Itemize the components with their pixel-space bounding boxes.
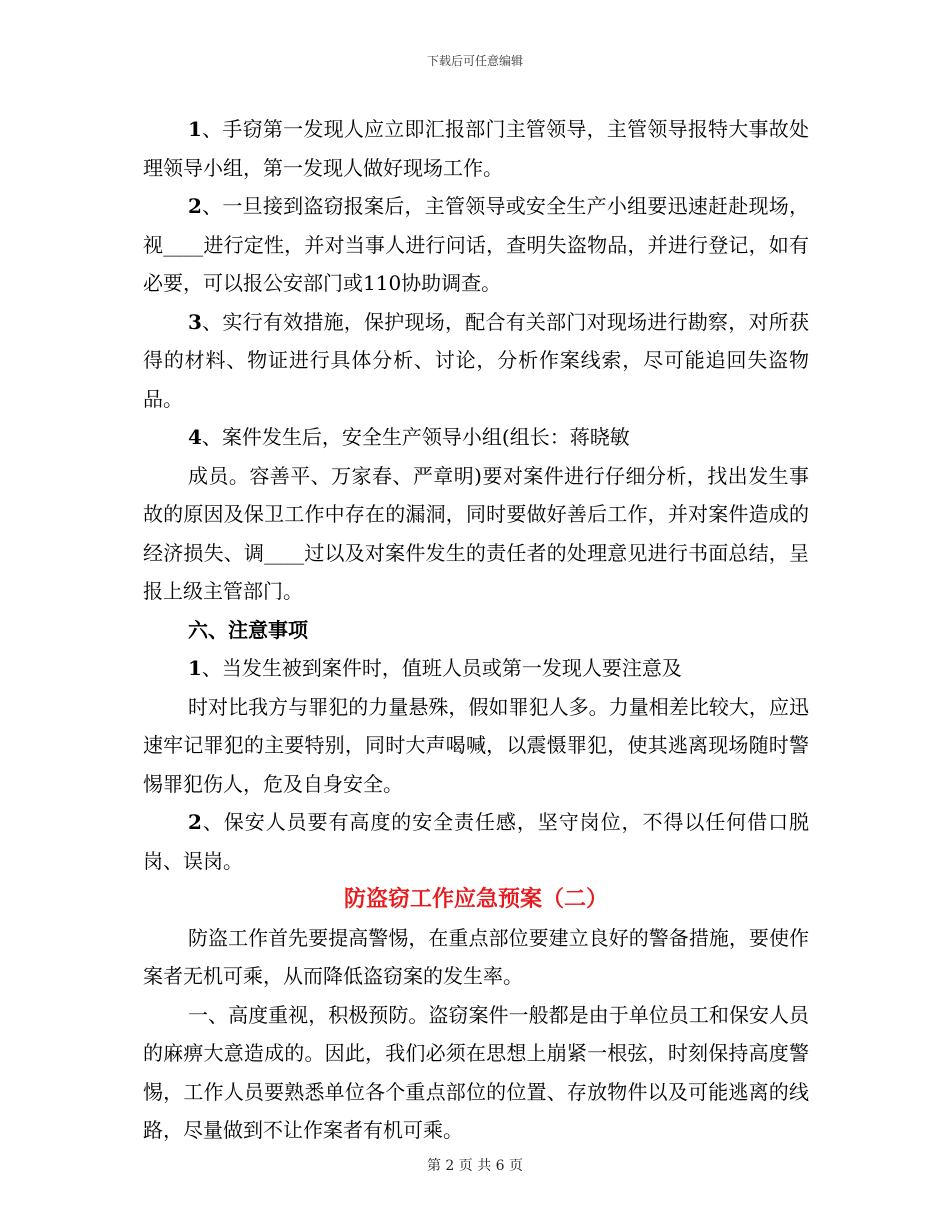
body2-paragraph-1 — [143, 919, 809, 996]
paragraph-2 — [143, 187, 809, 303]
document-body — [143, 110, 809, 1150]
paragraph-text: 、实行有效措施，保护现场，配合有关部门对现场进行勘察，对所获得的材料、物证进行具体分析、讨论，分析作案线索，尽可能追回失盗物品。 — [143, 309, 809, 411]
note-2 — [143, 803, 809, 880]
paragraph-1 — [143, 110, 809, 187]
item-number: 3 — [188, 309, 202, 334]
item-number: 4 — [188, 425, 202, 449]
note-1 — [143, 649, 809, 688]
paragraph-text: 、一旦接到盗窃报案后，主管领导或安全生产小组要迅速赶赴现场，视____进行定性，并对当事人进行问话，查明失盗物品，并进行登记，如有必要，可以报公安部门或110协助调查。 — [143, 194, 809, 295]
page-header: 下载后可任意编辑 — [426, 54, 523, 68]
paragraph-4-continued — [143, 457, 809, 611]
item-number: 2 — [188, 810, 202, 834]
item-number: 1 — [188, 656, 202, 680]
paragraph-4 — [143, 418, 809, 457]
paragraph-text: 、案件发生后，安全生产领导小组(组长：蒋晓敏 — [201, 425, 630, 449]
body2-paragraph-2 — [143, 996, 809, 1150]
note-1-continued — [143, 688, 809, 804]
section-heading: 六、注意事项 — [188, 617, 308, 642]
paragraph-text: 成员。容善平、万家春、严章明)要对案件进行仔细分析，找出发生事故的原因及保卫工作中存在的漏洞，同时要做好善后工作，并对案件造成的经济损失、调____过以及对案件发生的责任者的处理意见进行书面总结，呈报上级主管部门。 — [143, 463, 809, 603]
item-number: 1 — [188, 117, 202, 141]
paragraph-text: 防盗工作首先要提高警惕，在重点部位要建立良好的警备措施，要使作案者无机可乘，从而降低盗窃案的发生率。 — [143, 925, 809, 988]
paragraph-text: 、手窃第一发现人应立即汇报部门主管领导，主管领导报特大事故处理领导小组，第一发现人做好现场工作。 — [143, 117, 809, 180]
paragraph-text: 、当发生被到案件时，值班人员或第一发现人要注意及 — [201, 656, 682, 680]
paragraph-text: 一、高度重视，积极预防。盗窃案件一般都是由于单位员工和保安人员的麻痹大意造成的。因此，我们必须在思想上崩紧一根弦，时刻保持高度警惕，工作人员要熟悉单位各个重点部位的位置、存放物件以及可能逃离的线路，尽量做到不让作案者有机可乘。 — [143, 1002, 809, 1142]
document-title: 防盗窃工作应急预案（二） — [343, 886, 608, 912]
page-footer: 第 2 页 共 6 页 — [426, 1158, 524, 1174]
item-number: 2 — [188, 194, 202, 218]
paragraph-text: 、保安人员要有高度的安全责任感，坚守岗位，不得以任何借口脱岗、误岗。 — [143, 810, 809, 873]
paragraph-3 — [143, 303, 809, 419]
paragraph-text: 时对比我方与罪犯的力量悬殊，假如罪犯人多。力量相差比较大，应迅速牢记罪犯的主要特别，同时大声喝喊，以震慑罪犯，使其逃离现场随时警惕罪犯伤人，危及自身安全。 — [143, 694, 809, 796]
